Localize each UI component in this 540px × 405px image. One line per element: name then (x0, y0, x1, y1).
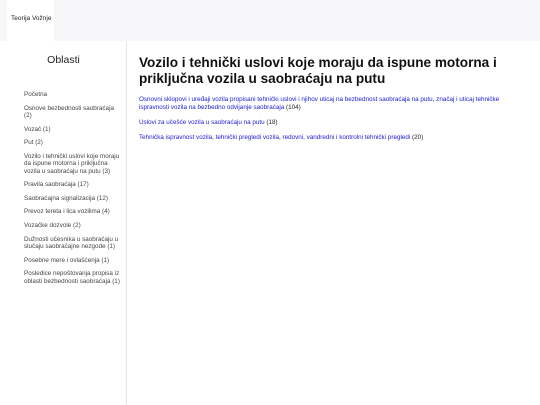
sidebar (0, 41, 127, 405)
sidebar-item-duznosti-ucesnika[interactable]: Dužnosti učesnika u saobraćaju u slučaju saobraćajne nezgode (1) (24, 235, 119, 250)
sidebar-item-vozac[interactable]: Vozač (1) (24, 125, 51, 133)
sidebar-title: Oblasti (47, 54, 80, 66)
sidebar-item-pocetna[interactable]: Početna (24, 91, 48, 98)
page-title: Vozilo i tehnički uslovi koje moraju da ispune motorna i priključna vozila u saobraćaju na putu (139, 55, 497, 86)
topic-count: (104) (286, 103, 301, 111)
topic-count: (18) (266, 118, 278, 126)
topic-count: (20) (412, 133, 424, 141)
topic-item (139, 96, 531, 111)
topic-item (139, 134, 531, 142)
sidebar-item-vozacke-dozvole[interactable]: Vozačke dozvole (2) (24, 221, 81, 229)
sidebar-item-vozilo[interactable]: Vozilo i tehnički uslovi koje moraju da ispune motorna i priključna vozila u saobraćaju na putu (3) (24, 152, 120, 175)
sidebar-item-signalizacija[interactable]: Saobraćajna signalizacija (12) (24, 194, 109, 202)
site-brand[interactable]: Teorija Vožnje (11, 15, 52, 22)
main-content (139, 55, 531, 149)
sidebar-list (24, 91, 121, 291)
top-navbar (0, 0, 540, 41)
sidebar-item-put[interactable]: Put (2) (24, 139, 43, 147)
sidebar-item-osnove-bezbednosti[interactable]: Osnove bezbednosti saobraćaja (2) (24, 104, 114, 119)
topic-link[interactable]: Osnovni sklopovi i uređaji vozila propisani tehnički uslovi i njihov uticaj na bezbednost saobraćaja na putu, značaj i uticaj tehničke ispravnosti vozila na bezbedno odvijanje saobraćaja (139, 96, 500, 111)
sidebar-item-posledice[interactable]: Posledice nepoštovanja propisa iz oblasti bezbednosti saobraćaja (1) (24, 270, 120, 285)
topic-link[interactable]: Uslovi za učešće vozila u saobraćaju na putu (139, 118, 265, 126)
topic-list (139, 96, 531, 141)
sidebar-item-posebne-mere[interactable]: Posebne mere i ovlašćenja (1) (24, 256, 110, 264)
topic-item (139, 119, 531, 127)
sidebar-item-pravila-saobracaja[interactable]: Pravila saobraćaja (17) (24, 181, 89, 189)
topic-link[interactable]: Tehnička ispravnost vozila, tehnički pregledi vozila, redovni, vandredni i kontrolni tehnički pregledi (139, 133, 411, 141)
sidebar-item-prevoz-tereta[interactable]: Prevoz tereta i lica vozilima (4) (24, 208, 110, 216)
